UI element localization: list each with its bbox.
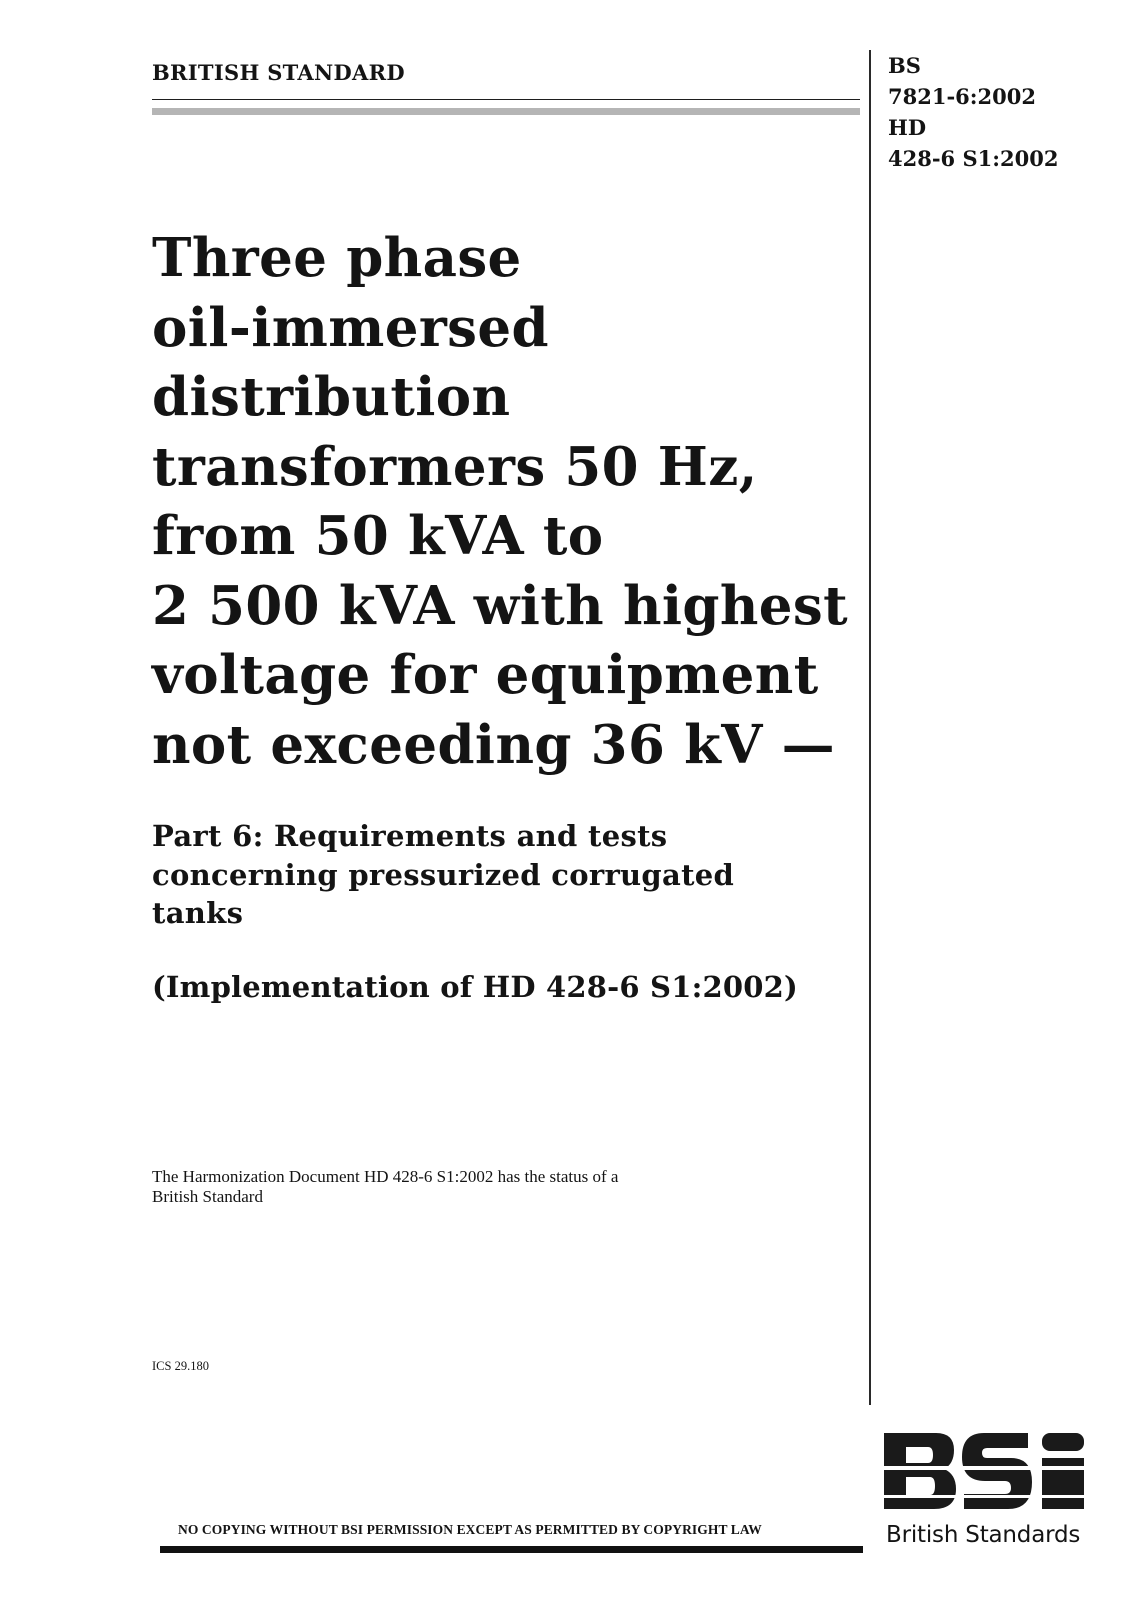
- status-note-line: The Harmonization Document HD 428-6 S1:2002 has the status of a: [152, 1167, 619, 1186]
- part-title-line: tanks: [152, 896, 244, 930]
- header-rule-thin: [152, 99, 860, 100]
- standard-numbers: [888, 50, 1058, 174]
- vertical-divider: [869, 50, 871, 1405]
- title-line: oil-immersed: [152, 296, 549, 359]
- title-line: from 50 kVA to: [152, 505, 604, 567]
- bsi-logo-caption: British Standards: [886, 1522, 1081, 1548]
- part-title-line: concerning pressurized corrugated: [152, 857, 735, 892]
- logo-letter-i-stem: [1042, 1458, 1084, 1509]
- part-title: [152, 817, 734, 933]
- ics-code: ICS 29.180: [152, 1359, 209, 1373]
- title-line: 2 500 kVA with highest: [152, 574, 849, 637]
- part-title-line: Part 6: Requirements and tests: [152, 819, 668, 853]
- document-title: [152, 224, 857, 780]
- copyright-notice: NO COPYING WITHOUT BSI PERMISSION EXCEPT AS PERMITTED BY COPYRIGHT LAW: [178, 1522, 762, 1537]
- title-line: voltage for equipment: [152, 644, 819, 706]
- standard-number-line: HD: [888, 115, 927, 140]
- implementation-note: (Implementation of HD 428-6 S1:2002): [152, 970, 798, 1004]
- footer-rule: [160, 1546, 863, 1553]
- title-line: transformers 50 Hz,: [152, 435, 758, 498]
- title-line: Three phase: [152, 227, 522, 289]
- header-label: BRITISH STANDARD: [152, 60, 405, 85]
- title-line: distribution: [152, 366, 511, 428]
- status-note-line: British Standard: [152, 1187, 263, 1206]
- bsi-logo-icon: [884, 1433, 1086, 1513]
- status-note: [152, 1167, 618, 1207]
- standard-number-line: 428-6 S1:2002: [888, 146, 1059, 171]
- header-rule-thick: [152, 108, 860, 115]
- title-line: not exceeding 36 kV —: [152, 713, 835, 776]
- standard-number-line: 7821-6:2002: [888, 84, 1036, 109]
- standard-number-line: BS: [888, 53, 921, 78]
- logo-letter-i-dot: [1042, 1433, 1084, 1451]
